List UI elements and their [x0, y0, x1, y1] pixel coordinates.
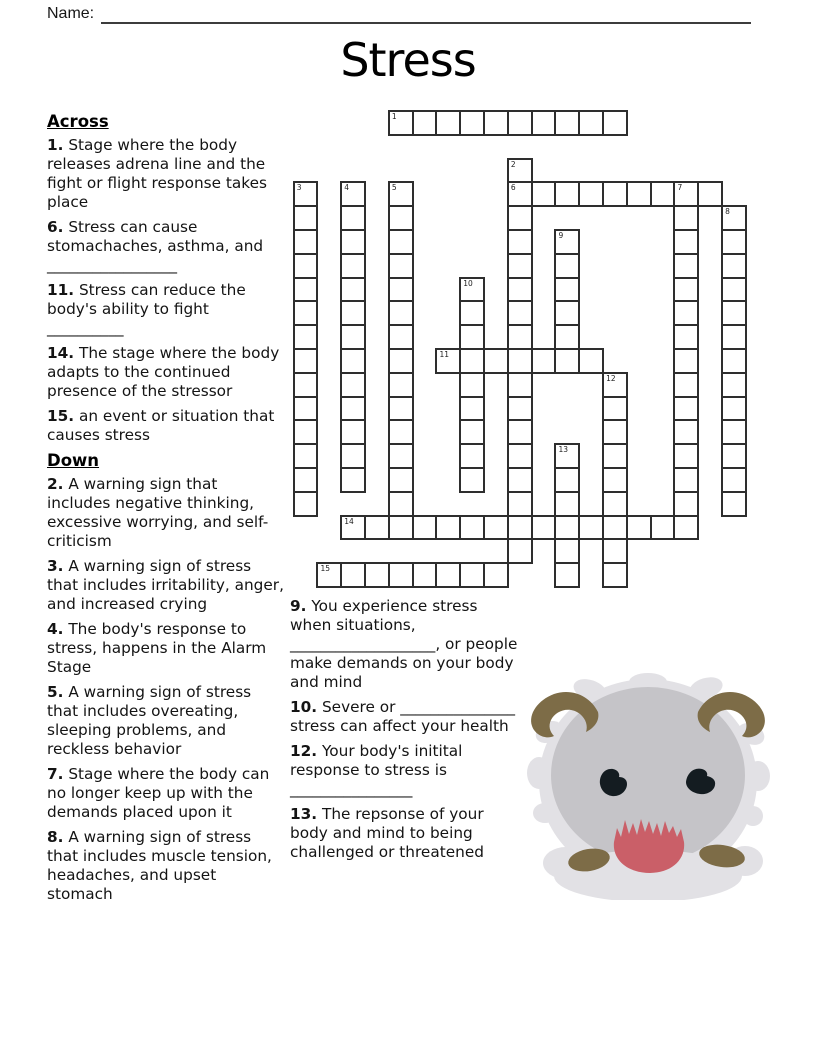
crossword-cell — [459, 277, 485, 303]
crossword-cell — [721, 324, 747, 350]
crossword-cell — [459, 515, 485, 541]
crossword-cell — [673, 467, 699, 493]
clue-number: 6. — [47, 218, 64, 236]
clue-number: 7. — [47, 765, 64, 783]
crossword-cell — [388, 467, 414, 493]
clues-column-middle — [290, 597, 522, 868]
cell-number: 8 — [725, 207, 730, 217]
crossword-cell — [388, 372, 414, 398]
crossword-cell — [554, 491, 580, 517]
crossword-cell — [293, 229, 319, 255]
clue-item — [47, 765, 285, 822]
crossword-cell — [412, 110, 438, 136]
crossword-cell — [554, 467, 580, 493]
crossword-cell — [293, 277, 319, 303]
clue-text: Stress can reduce the body's ability to fight __________ — [47, 281, 246, 337]
crossword-cell — [554, 229, 580, 255]
crossword-cell — [721, 300, 747, 326]
crossword-cell — [293, 491, 319, 517]
crossword-cell — [507, 253, 533, 279]
crossword-cell — [483, 515, 509, 541]
crossword-cell — [459, 372, 485, 398]
crossword-cell — [721, 443, 747, 469]
clue-text: Stage where the body can no longer keep up with the demands placed upon it — [47, 765, 270, 821]
crossword-cell — [340, 181, 366, 207]
crossword-cell — [340, 467, 366, 493]
crossword-cell — [673, 300, 699, 326]
crossword-cell — [673, 348, 699, 374]
crossword-cell — [721, 348, 747, 374]
clue-text: Your body's initital response to stress is ________________ — [290, 742, 463, 798]
cell-number: 3 — [296, 183, 302, 193]
crossword-cell — [697, 181, 723, 207]
crossword-cell — [673, 229, 699, 255]
crossword-cell — [507, 300, 533, 326]
cell-number: 1 — [391, 112, 397, 121]
crossword-cell — [388, 443, 414, 469]
clue-item — [47, 344, 285, 401]
crossword-cell — [507, 205, 533, 231]
crossword-cell — [507, 419, 533, 445]
clue-text: A warning sign of stress that includes overeating, sleeping problems, and reckless behavior — [47, 683, 252, 758]
crossword-cell — [293, 467, 319, 493]
crossword-cell — [507, 229, 533, 255]
crossword-cell — [293, 372, 319, 398]
down-heading: Down — [47, 451, 100, 470]
crossword-cell — [721, 229, 747, 255]
crossword-cell — [507, 324, 533, 350]
crossword-cell — [554, 181, 580, 207]
crossword-cell — [507, 277, 533, 303]
clue-item — [290, 805, 522, 862]
crossword-cell — [388, 515, 414, 541]
crossword-cell — [340, 300, 366, 326]
clue-number: 3. — [47, 557, 64, 575]
crossword-cell — [459, 110, 485, 136]
crossword-cell — [650, 515, 676, 541]
crossword-cell — [602, 491, 628, 517]
crossword-cell — [459, 443, 485, 469]
crossword-cell — [578, 181, 604, 207]
down-clue-list-part1 — [47, 475, 285, 904]
crossword-cell — [340, 229, 366, 255]
crossword-cell — [602, 443, 628, 469]
crossword-cell — [459, 419, 485, 445]
clue-number: 15. — [47, 407, 75, 425]
crossword-cell — [721, 372, 747, 398]
crossword-cell — [673, 515, 699, 541]
crossword-cell — [602, 538, 628, 564]
crossword-cell — [293, 419, 319, 445]
crossword-cell — [340, 396, 366, 422]
clue-item — [47, 475, 285, 551]
crossword-cell — [388, 253, 414, 279]
crossword-cell — [673, 324, 699, 350]
clue-number: 1. — [47, 136, 64, 154]
crossword-cell — [531, 515, 557, 541]
crossword-cell — [459, 348, 485, 374]
crossword-cell — [340, 372, 366, 398]
clue-item — [290, 698, 522, 736]
crossword-cell — [364, 562, 390, 588]
crossword-cell — [602, 181, 628, 207]
crossword-cell — [293, 396, 319, 422]
crossword-cell — [602, 515, 628, 541]
crossword-cell — [507, 467, 533, 493]
crossword-cell — [340, 419, 366, 445]
crossword-cell — [602, 419, 628, 445]
clue-text: The repsonse of your body and mind to being challenged or threatened — [290, 805, 484, 861]
crossword-cell — [554, 562, 580, 588]
crossword-cell — [388, 324, 414, 350]
crossword-cell — [340, 562, 366, 588]
crossword-cell — [554, 300, 580, 326]
cell-number: 7 — [677, 183, 683, 193]
crossword-cell — [507, 372, 533, 398]
crossword-cell — [721, 277, 747, 303]
crossword-cell — [388, 419, 414, 445]
crossword-cell — [507, 443, 533, 469]
crossword-cell — [602, 562, 628, 588]
crossword-cell — [673, 443, 699, 469]
poro-illustration — [520, 670, 816, 900]
crossword-cell — [531, 110, 557, 136]
clue-item — [47, 407, 285, 445]
crossword-cell — [459, 300, 485, 326]
crossword-cell — [388, 181, 414, 207]
clue-text: The stage where the body adapts to the continued presence of the stressor — [47, 344, 280, 400]
cell-number: 10 — [463, 278, 473, 288]
crossword-cell — [412, 515, 438, 541]
crossword-cell — [459, 562, 485, 588]
crossword-cell — [626, 181, 652, 207]
crossword-cell — [507, 181, 533, 207]
crossword-cell — [531, 181, 557, 207]
crossword-cell — [554, 538, 580, 564]
clue-number: 10. — [290, 698, 318, 716]
across-heading: Across — [47, 112, 109, 131]
name-blank-line — [101, 8, 751, 24]
crossword-cell — [673, 205, 699, 231]
clue-number: 2. — [47, 475, 64, 493]
crossword-cell — [602, 372, 628, 398]
down-clue-list-part2 — [290, 597, 522, 862]
crossword-cell — [721, 467, 747, 493]
cell-number: 4 — [344, 183, 350, 193]
clue-item — [290, 597, 522, 692]
crossword-cell — [578, 515, 604, 541]
clue-number: 11. — [47, 281, 75, 299]
crossword-cell — [293, 205, 319, 231]
crossword-cell — [578, 348, 604, 374]
crossword-cell — [673, 491, 699, 517]
cell-number: 14 — [344, 516, 354, 526]
crossword-cell — [721, 253, 747, 279]
crossword-cell — [554, 515, 580, 541]
name-label: Name: — [47, 5, 95, 22]
crossword-cell — [293, 443, 319, 469]
crossword-cell — [554, 443, 580, 469]
crossword-cell — [340, 443, 366, 469]
clue-text: an event or situation that causes stress — [47, 407, 275, 444]
crossword-cell — [650, 181, 676, 207]
crossword-cell — [388, 205, 414, 231]
crossword-cell — [316, 562, 342, 588]
crossword-cell — [388, 110, 414, 136]
crossword-cell — [340, 253, 366, 279]
clue-number: 14. — [47, 344, 75, 362]
crossword-cell — [293, 253, 319, 279]
crossword-cell — [554, 110, 580, 136]
crossword-cell — [721, 491, 747, 517]
clue-number: 5. — [47, 683, 64, 701]
crossword-cell — [673, 419, 699, 445]
crossword-cell — [388, 277, 414, 303]
cell-number: 15 — [320, 564, 331, 574]
clue-text: Stage where the body releases adrena line and the fight or flight response takes place — [47, 136, 267, 211]
crossword-cell — [602, 110, 628, 136]
crossword-cell — [459, 467, 485, 493]
crossword-cell — [435, 562, 461, 588]
crossword-cell — [340, 205, 366, 231]
cell-number: 9 — [558, 231, 564, 240]
clue-item — [47, 136, 285, 212]
crossword-cell — [459, 324, 485, 350]
clue-number: 13. — [290, 805, 318, 823]
crossword-cell — [507, 158, 533, 184]
crossword-cell — [507, 110, 533, 136]
clue-item — [47, 683, 285, 759]
clue-item — [47, 281, 285, 338]
crossword-cell — [435, 515, 461, 541]
crossword-cell — [507, 396, 533, 422]
crossword-cell — [673, 253, 699, 279]
crossword-cell — [531, 348, 557, 374]
crossword-cell — [721, 205, 747, 231]
crossword-cell — [602, 467, 628, 493]
crossword-cell — [483, 562, 509, 588]
crossword-cell — [507, 348, 533, 374]
crossword-cell — [293, 300, 319, 326]
clue-number: 8. — [47, 828, 64, 846]
crossword-cell — [578, 110, 604, 136]
crossword-cell — [507, 491, 533, 517]
clue-text: A warning sign that includes negative thinking, excessive worrying, and self-criticism — [47, 475, 269, 550]
across-clue-list — [47, 136, 285, 445]
clue-text: Severe or _______________ stress can affect your health — [290, 698, 516, 735]
crossword-cell — [554, 348, 580, 374]
clue-item — [47, 557, 285, 614]
cell-number: 6 — [510, 183, 516, 193]
crossword-cell — [293, 348, 319, 374]
clue-item — [47, 620, 285, 677]
crossword-cell — [673, 396, 699, 422]
crossword-cell — [340, 324, 366, 350]
crossword-cell — [554, 277, 580, 303]
crossword-cell — [340, 277, 366, 303]
crossword-cell — [554, 253, 580, 279]
crossword-cell — [412, 562, 438, 588]
crossword-cell — [293, 324, 319, 350]
clue-number: 12. — [290, 742, 318, 760]
crossword-cell — [554, 324, 580, 350]
crossword-cell — [340, 348, 366, 374]
crossword-cell — [364, 515, 390, 541]
page-title: Stress — [340, 33, 476, 87]
crossword-cell — [435, 348, 461, 374]
crossword-cell — [721, 396, 747, 422]
crossword-cell — [340, 515, 366, 541]
crossword-cell — [293, 181, 319, 207]
crossword-cell — [507, 538, 533, 564]
crossword-cell — [388, 491, 414, 517]
crossword-cell — [483, 348, 509, 374]
cell-number: 13 — [558, 445, 569, 455]
crossword-cell — [459, 396, 485, 422]
clue-text: You experience stress when situations, ___________________, or people make demands on your body and mind — [290, 597, 518, 691]
crossword-cell — [388, 300, 414, 326]
crossword-cell — [602, 396, 628, 422]
crossword-cell — [721, 419, 747, 445]
crossword-cell — [388, 396, 414, 422]
crossword-cell — [388, 348, 414, 374]
clue-text: Stress can cause stomachaches, asthma, and _________________ — [47, 218, 264, 274]
crossword-cell — [388, 562, 414, 588]
cell-number: 2 — [510, 159, 516, 169]
crossword-cell — [435, 110, 461, 136]
crossword-cell — [673, 372, 699, 398]
cell-number: 11 — [439, 350, 450, 359]
clue-item — [47, 218, 285, 275]
crossword-cell — [673, 277, 699, 303]
cell-number: 12 — [606, 373, 616, 383]
crossword-cell — [507, 515, 533, 541]
cell-number: 5 — [391, 183, 397, 193]
crossword-cell — [483, 110, 509, 136]
clue-item — [290, 742, 522, 799]
clue-item — [47, 828, 285, 904]
clue-text: A warning sign of stress that includes muscle tension, headaches, and upset stomach — [47, 828, 272, 903]
clue-text: The body's response to stress, happens in the Alarm Stage — [47, 620, 267, 676]
clue-number: 9. — [290, 597, 307, 615]
crossword-cell — [388, 229, 414, 255]
clues-column-left — [47, 112, 285, 910]
clue-number: 4. — [47, 620, 64, 638]
crossword-cell — [626, 515, 652, 541]
clue-text: A warning sign of stress that includes irritability, anger, and increased crying — [47, 557, 284, 613]
crossword-cell — [673, 181, 699, 207]
